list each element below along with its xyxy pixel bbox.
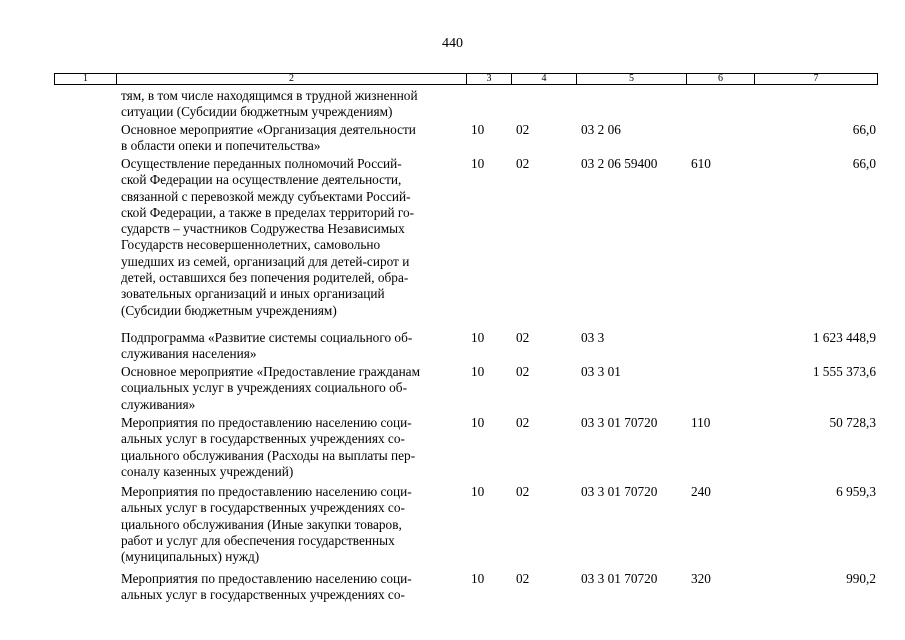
row-expense-type: 110 xyxy=(691,415,711,430)
row-section: 10 xyxy=(471,484,485,499)
row-description: тям, в том числе находящимся в трудной жизненной ситуации (Субсидии бюджетным учреждениям) xyxy=(121,88,418,120)
row-target-code: 03 2 06 59400 xyxy=(581,156,658,171)
row-subsection: 02 xyxy=(516,122,530,137)
row-section: 10 xyxy=(471,571,485,586)
row-target-code: 03 2 06 xyxy=(581,122,621,137)
column-number-header xyxy=(54,73,878,85)
row-section: 10 xyxy=(471,156,485,171)
row-subsection: 02 xyxy=(516,571,530,586)
header-col-7: 7 xyxy=(755,74,878,85)
row-subsection: 02 xyxy=(516,330,530,345)
row-section: 10 xyxy=(471,364,485,379)
row-subsection: 02 xyxy=(516,156,530,171)
row-section: 10 xyxy=(471,122,485,137)
row-subsection: 02 xyxy=(516,364,530,379)
row-description: Подпрограмма «Развитие системы социального об- служивания населения» xyxy=(121,330,413,362)
row-expense-type: 240 xyxy=(691,484,711,499)
row-expense-type: 320 xyxy=(691,571,711,586)
row-amount: 66,0 xyxy=(852,122,876,137)
row-amount: 66,0 xyxy=(852,156,876,171)
row-amount: 6 959,3 xyxy=(836,484,876,499)
header-col-1: 1 xyxy=(55,74,117,85)
row-subsection: 02 xyxy=(516,415,530,430)
row-subsection: 02 xyxy=(516,484,530,499)
row-description: Мероприятия по предоставлению населению соци- альных услуг в государственных учреждениях со- циального обслуживания (Расходы на выплаты пер- соналу казенных учреждений) xyxy=(121,415,416,479)
row-expense-type: 610 xyxy=(691,156,711,171)
row-description: Основное мероприятие «Организация деятельности в области опеки и попечительства» xyxy=(121,122,416,154)
header-col-2: 2 xyxy=(117,74,467,85)
row-description: Основное мероприятие «Предоставление гражданам социальных услуг в учреждениях социального об- служивания» xyxy=(121,364,420,412)
row-description: Мероприятия по предоставлению населению соци- альных услуг в государственных учреждениях со- циального обслуживания (Иные закупки товаров, работ и услуг для обеспечения государственных (муниципальных) нужд) xyxy=(121,484,412,565)
row-section: 10 xyxy=(471,330,485,345)
row-amount: 1 623 448,9 xyxy=(812,330,876,345)
row-amount: 990,2 xyxy=(846,571,876,586)
header-col-6: 6 xyxy=(687,74,755,85)
row-amount: 1 555 373,6 xyxy=(812,364,876,379)
header-col-4: 4 xyxy=(512,74,577,85)
row-amount: 50 728,3 xyxy=(829,415,876,430)
row-target-code: 03 3 xyxy=(581,330,605,345)
row-target-code: 03 3 01 70720 xyxy=(581,415,658,430)
page-number: 440 xyxy=(442,36,463,51)
row-target-code: 03 3 01 70720 xyxy=(581,571,658,586)
row-target-code: 03 3 01 xyxy=(581,364,621,379)
header-col-5: 5 xyxy=(577,74,687,85)
row-section: 10 xyxy=(471,415,485,430)
row-target-code: 03 3 01 70720 xyxy=(581,484,658,499)
row-description: Осуществление переданных полномочий Россий- ской Федерации на осуществление деятельности, связанной с перевозкой между субъектами Россий- ской Федерации, а также в пределах территорий го- сударств – участников Содружества Независимых Государств несовершеннолетних, самовольно ушедших из семей, организаций для детей-сирот и детей, оставшихся без попечения родителей, обра- зовательных организаций и иных организаций (Субсидии бюджетным учреждениям) xyxy=(121,156,415,318)
header-col-3: 3 xyxy=(467,74,512,85)
row-description: Мероприятия по предоставлению населению соци- альных услуг в государственных учреждениях со- xyxy=(121,571,412,603)
